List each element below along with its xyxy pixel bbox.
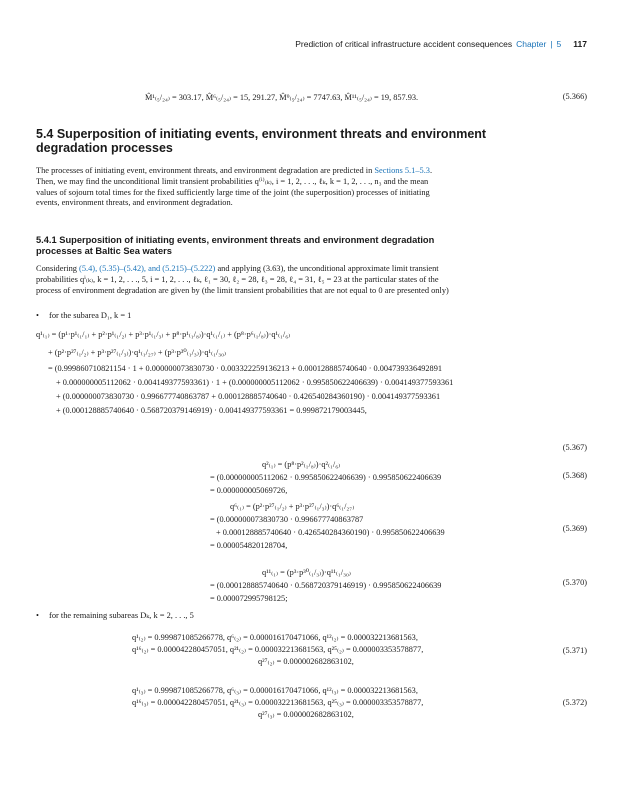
sections-link[interactable]: Sections 5.1–5.3 bbox=[374, 166, 430, 175]
eq-5-367-line6: + (0.000128885740640 · 0.568720379146919) · 0.004149377593361 = 0.999872179003445, bbox=[56, 406, 367, 415]
equation-5-371 bbox=[132, 632, 423, 668]
bullet-subarea-1 bbox=[36, 311, 131, 320]
para-5-4-line2: Then, we may find the unconditional limit transient probabilities q⁽ⁱ⁾₍ₖ₎, i = 1, 2, . . ., ℓₖ, k = 1, 2, . . ., n₃ and the mean bbox=[36, 176, 429, 186]
equation-number-5-370: (5.370) bbox=[562, 578, 587, 587]
eq-5-367-line2: + (p²·p²⁷₍₁/₂₎ + p³·p²⁷₍₁/₃₎)·q¹₍₁/₂₇₎ + (p³·p³⁰₍₁/₃₎)·q¹₍₁/₃₀₎ bbox=[48, 348, 227, 357]
equation-5-366: M̂¹₍₅/₂₄₎ = 303.17, M̂⁶₍₅/₂₄₎ = 15, 291.27, M̂⁹₍₅/₂₄₎ = 7747.63, M̂¹¹₍₅/₂₄₎ = 19, 857.93. bbox=[145, 93, 419, 102]
equation-5-370 bbox=[210, 566, 441, 605]
bullet-symbol-2: • bbox=[36, 611, 39, 620]
equation-number-5-368: (5.368) bbox=[562, 471, 587, 480]
section-5-4-paragraph bbox=[36, 166, 591, 209]
para-5-4-line4: events, environment threats, and environment degradation. bbox=[36, 198, 233, 208]
eq-5-370-line3: = 0.000072995798125; bbox=[210, 594, 288, 603]
eq-5-369-line3: + 0.000128885740640 · 0.426540284360190) · 0.995850622406639 bbox=[216, 528, 445, 537]
para-5-4-line1-a: The processes of initiating event, environment threats, and environment degradation are predicted in bbox=[36, 166, 375, 175]
para-5-4-line1 bbox=[36, 166, 591, 177]
eq-5-371-line3: q²⁷₍₂₎ = 0.000002682863102, bbox=[258, 657, 354, 666]
section-5-4-1-title-line2: processes at Baltic Sea waters bbox=[36, 246, 172, 256]
eq-5-370-line1: q¹¹₍₁₎ = (p³·p³⁰₍₁/₃₎)·q¹¹₍₁/₃₀₎ bbox=[262, 568, 351, 577]
para-5-4-1-line1 bbox=[36, 264, 591, 275]
para-5-4-line3: values of sojourn total times for the fixed sufficiently large time of the joint (the superposition) processes of initiating bbox=[36, 187, 430, 197]
eq-5-367-line3: = (0.999860710821154 · 1 + 0.000000073830730 · 0.003322259136213 + 0.000128885740640 · 0.004739336492891 bbox=[48, 364, 442, 373]
para-5-4-1-line2: probabilities qⁱ₍ₖ₎, k = 1, 2, . . ., 5, i = 1, 2, . . ., ℓₖ, ℓ₁ = 30, ℓ₂ = 28, ℓ₃ = 28, ℓ₄ = 31, ℓ₅ = 23 at the particular states of the bbox=[36, 274, 439, 284]
equation-number-5-367: (5.367) bbox=[562, 443, 587, 452]
header-separator: | bbox=[550, 39, 553, 49]
section-5-4-1-heading bbox=[36, 235, 591, 257]
equation-number-5-371: (5.371) bbox=[562, 646, 587, 655]
equation-5-369 bbox=[210, 500, 445, 552]
eq-5-372-line3: q²⁷₍₃₎ = 0.000002682863102, bbox=[258, 710, 354, 719]
section-5-4-title-line2: degradation processes bbox=[36, 141, 173, 155]
section-5-4-heading bbox=[36, 127, 591, 155]
equation-5-368 bbox=[210, 458, 441, 497]
para-5-4-line1-b: . bbox=[429, 166, 433, 175]
header-chapter-number: 5 bbox=[556, 39, 562, 49]
eq-5-369-line2: = (0.000000073830730 · 0.996677740863787 bbox=[210, 515, 364, 524]
eq-5-367-line5: + (0.000000073830730 · 0.996677740863787 + 0.000128885740640 · 0.426540284360190) · 0.004149377593361 bbox=[56, 392, 441, 401]
section-5-4-1-paragraph bbox=[36, 264, 591, 296]
eq-5-369-line4: = 0.000054820128704, bbox=[210, 541, 288, 550]
equation-5-372 bbox=[132, 685, 423, 721]
section-5-4-1-title-line1: 5.4.1 Superposition of initiating events, environment threats and environment degradation bbox=[36, 235, 435, 245]
eq-5-367-line4: + 0.000000005112062 · 0.004149377593361) · 1 + (0.000000005112062 · 0.995850622406639) · 0.004149377593361 bbox=[56, 378, 454, 387]
equation-5-367 bbox=[36, 328, 453, 418]
header-title: Prediction of critical infrastructure accident consequences bbox=[295, 39, 513, 49]
equation-number-5-366: (5.366) bbox=[562, 92, 587, 101]
equation-number-5-369: (5.369) bbox=[562, 524, 587, 533]
eq-5-369-line1: q⁶₍₁₎ = (p²·p²⁷₍₁/₂₎ + p³·p²⁷₍₁/₃₎)·q⁶₍₁/₂₇₎ bbox=[230, 502, 355, 511]
eq-5-370-line2: = (0.000128885740640 · 0.568720379146919) · 0.995850622406639 bbox=[210, 581, 442, 590]
running-header bbox=[295, 34, 587, 52]
bullet-2-text: for the remaining subareas Dₖ, k = 2, . . ., 5 bbox=[49, 611, 194, 620]
eq-5-368-line1: q²₍₁₎ = (p⁸·p²₍₁/₈₎)·q²₍₁/₆₎ bbox=[262, 460, 341, 469]
eq-5-372-line1: q¹₍₃₎ = 0.999871085266778, q⁶₍₃₎ = 0.000016170471066, q¹²₍₃₎ = 0.000032213681563, bbox=[132, 686, 418, 695]
header-page-number: 117 bbox=[573, 39, 587, 49]
equation-number-5-372: (5.372) bbox=[562, 698, 587, 707]
section-5-4-title-line1: 5.4 Superposition of initiating events, environment threats and environment bbox=[36, 127, 487, 141]
eq-5-368-line2: = (0.000000005112062 · 0.995850622406639) · 0.995850622406639 bbox=[210, 473, 442, 482]
para-5-4-1-line3: process of environment degradation are given by (the limit transient probabilities that are not equal to 0 are presented only) bbox=[36, 285, 449, 295]
eq-5-367-line1: q¹₍₁₎ = (p¹·p¹₍₁/₁₎ + p²·p¹₍₁/₂₎ + p³·p¹₍₁/₃₎ + p⁸·p¹₍₁/₈₎)·q¹₍₁/₁₎ + (p⁸·p⁶₍₁/₈₎)·q¹₍₁/₆₎ bbox=[36, 330, 291, 339]
bullet-1-text: for the subarea D₁, k = 1 bbox=[49, 311, 132, 320]
equations-link[interactable]: (5.4), (5.35)–(5.42), and (5.215)–(5.222) bbox=[79, 264, 216, 273]
eq-5-372-line2: q¹⁶₍₃₎ = 0.000042280457051, q²¹₍₃₎ = 0.000032213681563, q²⁵₍₃₎ = 0.000003353578877, bbox=[132, 698, 424, 707]
header-chapter-label: Chapter bbox=[516, 39, 547, 49]
eq-5-371-line1: q¹₍₂₎ = 0.999871085266778, q⁶₍₂₎ = 0.000016170471066, q¹²₍₂₎ = 0.000032213681563, bbox=[132, 633, 418, 642]
eq-5-371-line2: q¹⁶₍₂₎ = 0.000042280457051, q²¹₍₂₎ = 0.000032213681563, q²⁵₍₂₎ = 0.000003353578877, bbox=[132, 645, 424, 654]
eq-5-368-line3: = 0.000000005069726, bbox=[210, 486, 288, 495]
bullet-remaining-subareas bbox=[36, 610, 194, 620]
para-5-4-1-line1-a: Considering bbox=[36, 264, 80, 273]
bullet-symbol: • bbox=[36, 311, 39, 320]
para-5-4-1-line1-b: and applying (3.63), the unconditional approximate limit transient bbox=[215, 264, 439, 273]
